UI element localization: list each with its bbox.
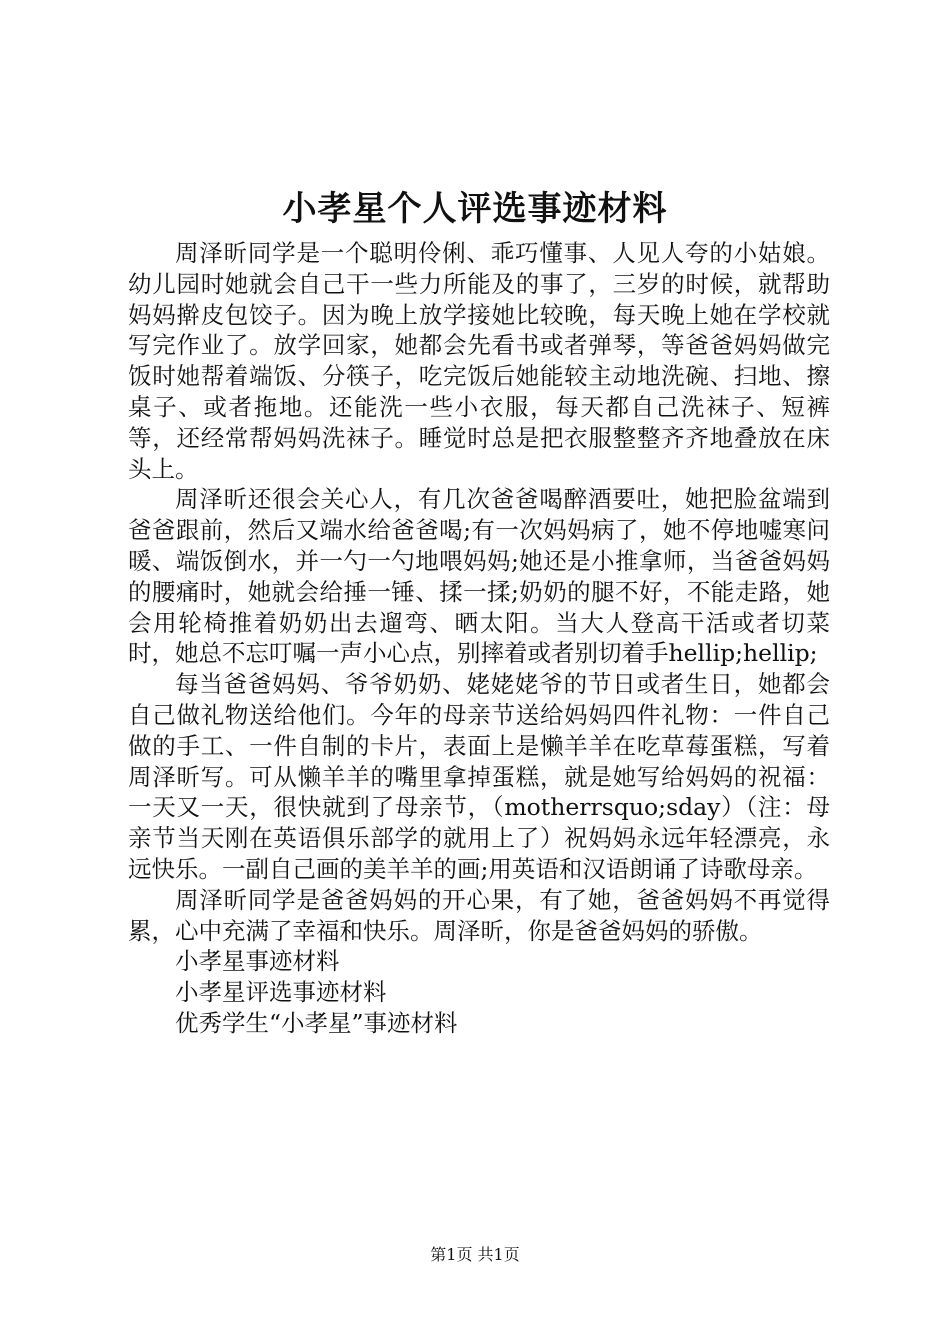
document-title: 小孝星个人评选事迹材料 [282,189,668,229]
related-title-1: 小孝星事迹材料 [175,947,340,976]
body-paragraph-3: 每当爸爸妈妈、爷爷奶奶、姥姥姥爷的节日或者生日，她都会自己做礼物送给他们。今年的母亲节送给妈妈四件礼物：一件自己做的手工、一件自制的卡片，表面上是懒羊羊在吃草莓蛋糕，写着周泽昕写。可从懒羊羊的嘴里拿掉蛋糕，就是她写给妈妈的祝福：一天又一天，很快就到了母亲节，（motherrsquo;sday）（注：母亲节当天刚在英语俱乐部学的就用上了）祝妈妈永远年轻漂亮，永远快乐。一副自己画的美羊羊的画;用英语和汉语朗诵了诗歌母亲。 [128,670,830,883]
document-body [128,238,830,1039]
body-paragraph-2: 周泽昕还很会关心人，有几次爸爸喝醉酒要吐，她把脸盆端到爸爸跟前，然后又端水给爸爸喝;有一次妈妈病了，她不停地嘘寒问暖、端饭倒水，并一勺一勺地喂妈妈;她还是小推拿师，当爸爸妈妈的腰痛时，她就会给捶一锤、揉一揉;奶奶的腿不好，不能走路，她会用轮椅推着奶奶出去遛弯、晒太阳。当大人登高干活或者切菜时，她总不忘叮嘱一声小心点，别摔着或者别切着手hellip;hellip; [128,485,830,668]
body-paragraph-1: 周泽昕同学是一个聪明伶俐、乖巧懂事、人见人夸的小姑娘。幼儿园时她就会自己干一些力所能及的事了，三岁的时候，就帮助妈妈擀皮包饺子。因为晚上放学接她比较晚，每天晚上她在学校就写完作业了。放学回家，她都会先看书或者弹琴，等爸爸妈妈做完饭时她帮着端饭、分筷子，吃完饭后她能较主动地洗碗、扫地、擦桌子、或者拖地。还能洗一些小衣服，每天都自己洗袜子、短裤等，还经常帮妈妈洗袜子。睡觉时总是把衣服整整齐齐地叠放在床头上。 [128,239,830,483]
body-paragraph-4: 周泽昕同学是爸爸妈妈的开心果，有了她，爸爸妈妈不再觉得累，心中充满了幸福和快乐。周泽昕，你是爸爸妈妈的骄傲。 [128,885,830,945]
related-title-2: 小孝星评选事迹材料 [175,978,387,1007]
page-number-footer: 第1页 共1页 [430,1245,520,1264]
related-title-3: 优秀学生“小孝星”事迹材料 [175,1008,458,1037]
